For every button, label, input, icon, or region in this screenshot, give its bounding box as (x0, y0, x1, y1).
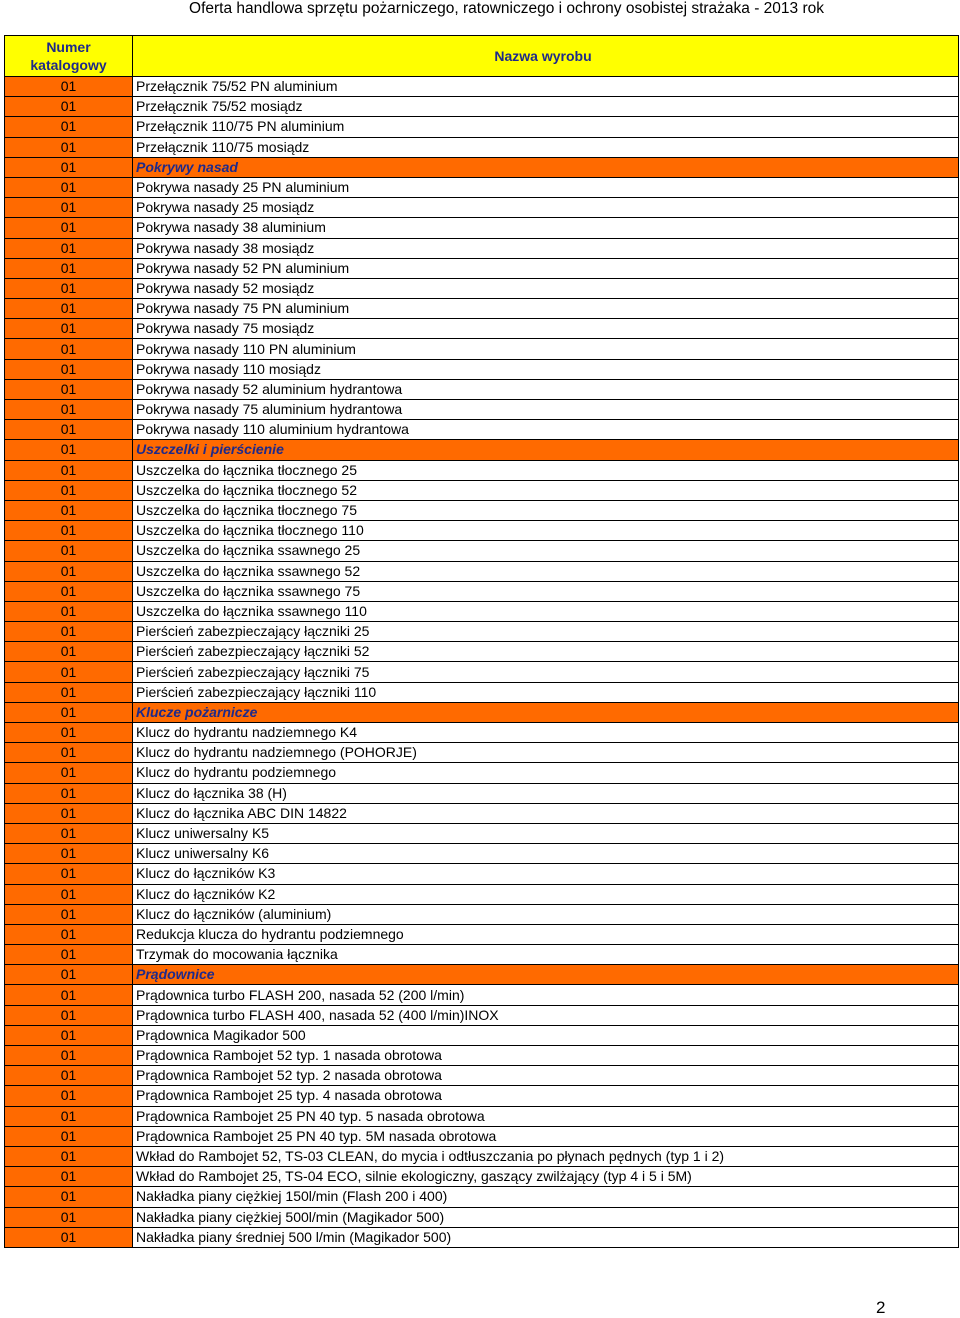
product-name-cell: Prądownica Rambojet 52 typ. 2 nasada obrotowa (133, 1066, 959, 1086)
table-row (5, 238, 959, 258)
table-row (5, 1025, 959, 1045)
table-row (5, 924, 959, 944)
table-row (5, 1167, 959, 1187)
catalog-number-cell: 01 (5, 783, 133, 803)
product-name-cell: Pokrywa nasady 38 mosiądz (133, 238, 959, 258)
catalog-number-cell: 01 (5, 884, 133, 904)
product-name-cell: Klucz do hydrantu nadziemnego (POHORJE) (133, 743, 959, 763)
catalog-number-cell: 01 (5, 763, 133, 783)
table-row (5, 1126, 959, 1146)
catalog-number-cell: 01 (5, 521, 133, 541)
product-name-cell: Uszczelka do łącznika tłocznego 52 (133, 480, 959, 500)
section-name-cell: Klucze pożarnicze (133, 702, 959, 722)
table-row (5, 299, 959, 319)
table-row (5, 622, 959, 642)
table-row (5, 521, 959, 541)
product-name-cell: Pokrywa nasady 52 mosiądz (133, 278, 959, 298)
table-row (5, 420, 959, 440)
catalog-number-cell: 01 (5, 844, 133, 864)
catalog-number-cell: 01 (5, 682, 133, 702)
header-product-name: Nazwa wyrobu (133, 36, 959, 77)
table-row (5, 1046, 959, 1066)
catalog-number-cell: 01 (5, 299, 133, 319)
catalog-number-cell: 01 (5, 218, 133, 238)
catalog-number-cell: 01 (5, 1066, 133, 1086)
catalog-number-cell: 01 (5, 622, 133, 642)
table-row (5, 743, 959, 763)
table-row (5, 783, 959, 803)
product-name-cell: Klucz do łącznika 38 (H) (133, 783, 959, 803)
catalog-number-cell: 01 (5, 440, 133, 460)
product-name-cell: Prądownica Rambojet 25 PN 40 typ. 5 nasada obrotowa (133, 1106, 959, 1126)
catalog-number-cell: 01 (5, 1086, 133, 1106)
product-name-cell: Wkład do Rambojet 52, TS-03 CLEAN, do mycia i odtłuszczania po płynach pędnych (typ 1 i 2) (133, 1146, 959, 1166)
section-row (5, 965, 959, 985)
product-name-cell: Prądownica Magikador 500 (133, 1025, 959, 1045)
section-name-cell: Uszczelki i pierścienie (133, 440, 959, 460)
catalog-number-cell: 01 (5, 723, 133, 743)
product-name-cell: Klucz uniwersalny K5 (133, 823, 959, 843)
table-row (5, 763, 959, 783)
product-name-cell: Klucz do łączników K2 (133, 884, 959, 904)
table-row (5, 480, 959, 500)
table-row (5, 823, 959, 843)
catalog-number-cell: 01 (5, 601, 133, 621)
catalog-number-cell: 01 (5, 541, 133, 561)
catalog-number-cell: 01 (5, 400, 133, 420)
catalog-number-cell: 01 (5, 904, 133, 924)
table-row (5, 844, 959, 864)
catalog-number-cell: 01 (5, 945, 133, 965)
catalog-number-cell: 01 (5, 500, 133, 520)
table-row (5, 541, 959, 561)
document-title: Oferta handlowa sprzętu pożarniczego, ratowniczego i ochrony osobistej strażaka - 2013 rok (189, 0, 824, 17)
catalog-number-cell: 01 (5, 258, 133, 278)
product-name-cell: Pierścień zabezpieczający łączniki 25 (133, 622, 959, 642)
product-name-cell: Prądownica Rambojet 25 PN 40 typ. 5M nasada obrotowa (133, 1126, 959, 1146)
product-name-cell: Klucz uniwersalny K6 (133, 844, 959, 864)
product-name-cell: Uszczelka do łącznika ssawnego 25 (133, 541, 959, 561)
table-row (5, 77, 959, 97)
table-row (5, 218, 959, 238)
table-row (5, 177, 959, 197)
table-row (5, 460, 959, 480)
catalog-number-cell: 01 (5, 1046, 133, 1066)
table-row (5, 400, 959, 420)
table-row (5, 642, 959, 662)
table-row (5, 601, 959, 621)
product-name-cell: Pokrywa nasady 52 aluminium hydrantowa (133, 379, 959, 399)
catalog-number-cell: 01 (5, 117, 133, 137)
product-name-cell: Klucz do hydrantu nadziemnego K4 (133, 723, 959, 743)
section-row (5, 702, 959, 722)
catalog-number-cell: 01 (5, 642, 133, 662)
table-row (5, 884, 959, 904)
catalog-number-cell: 01 (5, 97, 133, 117)
catalog-number-cell: 01 (5, 581, 133, 601)
product-name-cell: Pierścień zabezpieczający łączniki 75 (133, 662, 959, 682)
product-table (4, 35, 959, 1248)
section-row (5, 440, 959, 460)
product-name-cell: Klucz do łącznika ABC DIN 14822 (133, 803, 959, 823)
product-name-cell: Pokrywa nasady 110 aluminium hydrantowa (133, 420, 959, 440)
table-row (5, 198, 959, 218)
catalog-number-cell: 01 (5, 1025, 133, 1045)
catalog-number-cell: 01 (5, 864, 133, 884)
table-row (5, 864, 959, 884)
product-name-cell: Prądownica Rambojet 25 typ. 4 nasada obrotowa (133, 1086, 959, 1106)
product-name-cell: Uszczelka do łącznika ssawnego 110 (133, 601, 959, 621)
table-row (5, 379, 959, 399)
table-row (5, 1106, 959, 1126)
catalog-number-cell: 01 (5, 238, 133, 258)
catalog-number-cell: 01 (5, 339, 133, 359)
catalog-number-cell: 01 (5, 1207, 133, 1227)
table-row (5, 945, 959, 965)
catalog-number-cell: 01 (5, 702, 133, 722)
product-name-cell: Pokrywa nasady 25 PN aluminium (133, 177, 959, 197)
section-name-cell: Prądownice (133, 965, 959, 985)
catalog-number-cell: 01 (5, 1187, 133, 1207)
catalog-number-cell: 01 (5, 319, 133, 339)
header-catalog-number: Numer katalogowy (5, 36, 133, 77)
table-row (5, 904, 959, 924)
catalog-number-cell: 01 (5, 198, 133, 218)
table-row (5, 985, 959, 1005)
table-row (5, 1187, 959, 1207)
page-number: 2 (876, 1298, 886, 1317)
product-name-cell: Uszczelka do łącznika tłocznego 110 (133, 521, 959, 541)
catalog-number-cell: 01 (5, 1227, 133, 1247)
catalog-number-cell: 01 (5, 460, 133, 480)
product-name-cell: Przełącznik 75/52 mosiądz (133, 97, 959, 117)
product-name-cell: Przełącznik 110/75 PN aluminium (133, 117, 959, 137)
table-row (5, 278, 959, 298)
table-row (5, 1146, 959, 1166)
product-name-cell: Uszczelka do łącznika ssawnego 52 (133, 561, 959, 581)
product-name-cell: Pokrywa nasady 75 mosiądz (133, 319, 959, 339)
table-row (5, 1005, 959, 1025)
product-name-cell: Klucz do łączników (aluminium) (133, 904, 959, 924)
table-row (5, 682, 959, 702)
table-row (5, 117, 959, 137)
product-name-cell: Prądownica turbo FLASH 400, nasada 52 (400 l/min)INOX (133, 1005, 959, 1025)
catalog-number-cell: 01 (5, 480, 133, 500)
catalog-number-cell: 01 (5, 1005, 133, 1025)
catalog-number-cell: 01 (5, 278, 133, 298)
product-name-cell: Uszczelka do łącznika tłocznego 75 (133, 500, 959, 520)
product-name-cell: Nakładka piany średniej 500 l/min (Magikador 500) (133, 1227, 959, 1247)
product-name-cell: Uszczelka do łącznika ssawnego 75 (133, 581, 959, 601)
product-name-cell: Pierścień zabezpieczający łączniki 52 (133, 642, 959, 662)
catalog-number-cell: 01 (5, 985, 133, 1005)
product-name-cell: Trzymak do mocowania łącznika (133, 945, 959, 965)
catalog-number-cell: 01 (5, 157, 133, 177)
catalog-number-cell: 01 (5, 1106, 133, 1126)
product-name-cell: Przełącznik 75/52 PN aluminium (133, 77, 959, 97)
table-row (5, 258, 959, 278)
product-name-cell: Pokrywa nasady 52 PN aluminium (133, 258, 959, 278)
table-row (5, 1066, 959, 1086)
product-name-cell: Pierścień zabezpieczający łączniki 110 (133, 682, 959, 702)
product-name-cell: Wkład do Rambojet 25, TS-04 ECO, silnie ekologiczny, gaszący zwilżający (typ 4 i 5 i 5M) (133, 1167, 959, 1187)
product-name-cell: Prądownica turbo FLASH 200, nasada 52 (200 l/min) (133, 985, 959, 1005)
catalog-number-cell: 01 (5, 561, 133, 581)
catalog-number-cell: 01 (5, 743, 133, 763)
catalog-number-cell: 01 (5, 1126, 133, 1146)
section-name-cell: Pokrywy nasad (133, 157, 959, 177)
table-row (5, 561, 959, 581)
catalog-number-cell: 01 (5, 924, 133, 944)
product-name-cell: Uszczelka do łącznika tłocznego 25 (133, 460, 959, 480)
table-row (5, 359, 959, 379)
table-row (5, 1207, 959, 1227)
table-row (5, 581, 959, 601)
table-row (5, 500, 959, 520)
product-name-cell: Pokrywa nasady 110 PN aluminium (133, 339, 959, 359)
catalog-number-cell: 01 (5, 1167, 133, 1187)
table-row (5, 1227, 959, 1247)
catalog-number-cell: 01 (5, 420, 133, 440)
table-row (5, 803, 959, 823)
product-name-cell: Pokrywa nasady 38 aluminium (133, 218, 959, 238)
table-row (5, 723, 959, 743)
product-name-cell: Pokrywa nasady 25 mosiądz (133, 198, 959, 218)
table-header-row (5, 36, 959, 77)
catalog-number-cell: 01 (5, 177, 133, 197)
product-name-cell: Redukcja klucza do hydrantu podziemnego (133, 924, 959, 944)
product-name-cell: Nakładka piany ciężkiej 500l/min (Magikador 500) (133, 1207, 959, 1227)
catalog-number-cell: 01 (5, 137, 133, 157)
table-row (5, 1086, 959, 1106)
catalog-number-cell: 01 (5, 379, 133, 399)
table-row (5, 319, 959, 339)
catalog-number-cell: 01 (5, 1146, 133, 1166)
section-row (5, 157, 959, 177)
catalog-number-cell: 01 (5, 662, 133, 682)
table-row (5, 97, 959, 117)
table-row (5, 137, 959, 157)
product-name-cell: Pokrywa nasady 110 mosiądz (133, 359, 959, 379)
product-name-cell: Pokrywa nasady 75 aluminium hydrantowa (133, 400, 959, 420)
product-name-cell: Przełącznik 110/75 mosiądz (133, 137, 959, 157)
catalog-number-cell: 01 (5, 359, 133, 379)
product-name-cell: Nakładka piany ciężkiej 150l/min (Flash 200 i 400) (133, 1187, 959, 1207)
product-name-cell: Prądownica Rambojet 52 typ. 1 nasada obrotowa (133, 1046, 959, 1066)
catalog-number-cell: 01 (5, 803, 133, 823)
product-name-cell: Klucz do hydrantu podziemnego (133, 763, 959, 783)
catalog-number-cell: 01 (5, 965, 133, 985)
catalog-number-cell: 01 (5, 823, 133, 843)
catalog-number-cell: 01 (5, 77, 133, 97)
table-row (5, 339, 959, 359)
product-name-cell: Pokrywa nasady 75 PN aluminium (133, 299, 959, 319)
table-row (5, 662, 959, 682)
product-name-cell: Klucz do łączników K3 (133, 864, 959, 884)
